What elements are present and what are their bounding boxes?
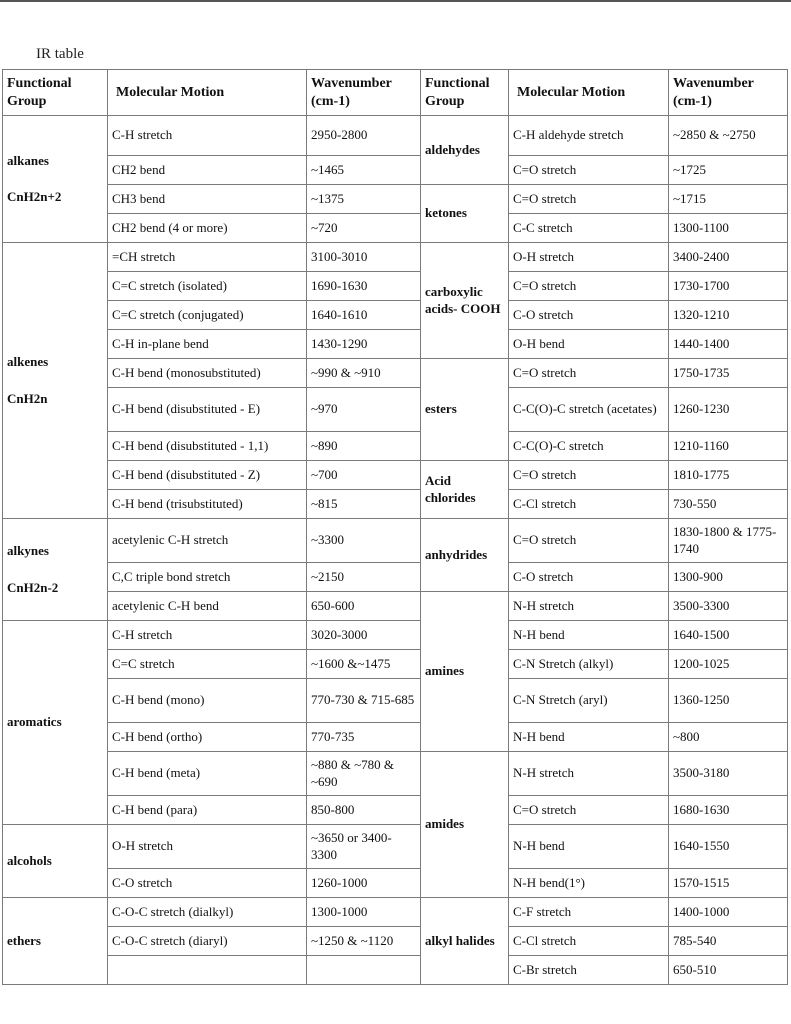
motion-cell: C-H bend (para)	[108, 796, 307, 825]
group-formula: CnH2n-2	[7, 579, 59, 595]
table-row	[3, 563, 788, 592]
wavenumber-cell: 2950-2800	[307, 116, 421, 156]
table-row	[3, 490, 788, 519]
table-row	[3, 519, 788, 563]
motion-cell: C-H stretch	[108, 116, 307, 156]
motion-cell: C-H bend (disubstituted - E)	[108, 388, 307, 432]
group-cell-blank	[421, 432, 509, 461]
motion-cell: C-Cl stretch	[509, 927, 669, 956]
header-wavenumber: Wavenumber (cm-1)	[307, 70, 421, 116]
wavenumber-cell: 1680-1630	[669, 796, 788, 825]
table-row	[3, 927, 788, 956]
wavenumber-cell: ~700	[307, 461, 421, 490]
header-molecular-motion-2: Molecular Motion	[509, 70, 669, 116]
wavenumber-cell: 770-730 & 715-685	[307, 679, 421, 723]
motion-cell: C-O stretch	[108, 869, 307, 898]
motion-cell: N-H bend(1°)	[509, 869, 669, 898]
motion-cell: acetylenic C-H stretch	[108, 519, 307, 563]
motion-cell: C-N Stretch (aryl)	[509, 679, 669, 723]
motion-cell: C,C triple bond stretch	[108, 563, 307, 592]
group-alcohols: alcohols	[3, 825, 108, 898]
table-row	[3, 679, 788, 723]
group-ethers: ethers	[3, 898, 108, 985]
group-amines: amines	[421, 592, 509, 752]
wavenumber-cell: ~1250 & ~1120	[307, 927, 421, 956]
wavenumber-cell: ~970	[307, 388, 421, 432]
motion-cell: C-F stretch	[509, 898, 669, 927]
table-row	[3, 869, 788, 898]
top-border-line	[0, 0, 791, 2]
wavenumber-cell: 1360-1250	[669, 679, 788, 723]
motion-cell: C-C(O)-C stretch	[509, 432, 669, 461]
wavenumber-cell: 3400-2400	[669, 243, 788, 272]
motion-cell: O-H stretch	[509, 243, 669, 272]
wavenumber-cell: ~815	[307, 490, 421, 519]
motion-cell: O-H bend	[509, 330, 669, 359]
motion-cell: C-N Stretch (alkyl)	[509, 650, 669, 679]
table-row	[3, 898, 788, 927]
motion-cell: C=C stretch (isolated)	[108, 272, 307, 301]
group-aromatics: aromatics	[3, 621, 108, 825]
group-name: alkenes	[7, 354, 49, 370]
group-formula: CnH2n	[7, 390, 48, 406]
motion-cell: C=O stretch	[509, 185, 669, 214]
wavenumber-cell: 1300-900	[669, 563, 788, 592]
group-formula: CnH2n+2	[7, 189, 62, 204]
motion-cell: C=O stretch	[509, 156, 669, 185]
wavenumber-cell: 1750-1735	[669, 359, 788, 388]
group-cell-blank	[421, 359, 509, 388]
motion-cell: C-H bend (disubstituted - 1,1)	[108, 432, 307, 461]
header-functional-group: Functional Group	[3, 70, 108, 116]
table-row	[3, 621, 788, 650]
wavenumber-cell: 1210-1160	[669, 432, 788, 461]
motion-cell: CH2 bend (4 or more)	[108, 214, 307, 243]
motion-cell: C-Cl stretch	[509, 490, 669, 519]
wavenumber-cell: 650-510	[669, 956, 788, 985]
page-title: IR table	[36, 46, 84, 62]
motion-cell: C=O stretch	[509, 519, 669, 563]
motion-cell: N-H bend	[509, 825, 669, 869]
motion-cell: C=C stretch	[108, 650, 307, 679]
wavenumber-cell: ~1715	[669, 185, 788, 214]
motion-cell: C-H bend (disubstituted - Z)	[108, 461, 307, 490]
wavenumber-cell: 1400-1000	[669, 898, 788, 927]
motion-cell: C-H aldehyde stretch	[509, 116, 669, 156]
motion-cell: N-H stretch	[509, 752, 669, 796]
table-row	[3, 359, 788, 388]
group-esters: esters	[421, 388, 509, 432]
group-alkenes	[3, 243, 108, 519]
wavenumber-cell: ~3650 or 3400-3300	[307, 825, 421, 869]
wavenumber-cell: 770-735	[307, 723, 421, 752]
header-row	[3, 70, 788, 116]
wavenumber-cell: ~3300	[307, 519, 421, 563]
wavenumber-cell: 650-600	[307, 592, 421, 621]
group-name: alkynes	[7, 543, 49, 559]
group-name: alkanes	[7, 152, 49, 168]
group-alkynes	[3, 519, 108, 621]
wavenumber-cell: 1830-1800 & 1775-1740	[669, 519, 788, 563]
wavenumber-cell: ~990 & ~910	[307, 359, 421, 388]
table-row	[3, 956, 788, 985]
group-acid-chlorides: Acid chlorides	[421, 461, 509, 519]
wavenumber-cell: 1300-1100	[669, 214, 788, 243]
table-row	[3, 185, 788, 214]
motion-cell: C-H bend (ortho)	[108, 723, 307, 752]
header-molecular-motion: Molecular Motion	[108, 70, 307, 116]
wavenumber-cell: 1640-1500	[669, 621, 788, 650]
table-row	[3, 116, 788, 156]
table-row	[3, 243, 788, 272]
motion-cell: C=O stretch	[509, 461, 669, 490]
motion-cell: =CH stretch	[108, 243, 307, 272]
motion-cell: C-O-C stretch (dialkyl)	[108, 898, 307, 927]
wavenumber-cell: 1570-1515	[669, 869, 788, 898]
table-row	[3, 752, 788, 796]
table-row	[3, 330, 788, 359]
wavenumber-cell: ~720	[307, 214, 421, 243]
motion-cell: C-C(O)-C stretch (acetates)	[509, 388, 669, 432]
motion-cell: C=O stretch	[509, 796, 669, 825]
group-alkyl-halides: alkyl halides	[421, 898, 509, 985]
wavenumber-cell: ~800	[669, 723, 788, 752]
wavenumber-cell: 1300-1000	[307, 898, 421, 927]
group-carboxylic-acids: carboxylic acids- COOH	[421, 243, 509, 359]
header-wavenumber-2: Wavenumber (cm-1)	[669, 70, 788, 116]
ir-table	[2, 69, 788, 985]
motion-cell: C-H in-plane bend	[108, 330, 307, 359]
wavenumber-cell: 3100-3010	[307, 243, 421, 272]
wavenumber-cell: ~880 & ~780 & ~690	[307, 752, 421, 796]
header-functional-group-2: Functional Group	[421, 70, 509, 116]
group-amides: amides	[421, 752, 509, 898]
wavenumber-cell: 1730-1700	[669, 272, 788, 301]
wavenumber-cell: 1690-1630	[307, 272, 421, 301]
wavenumber-cell: 3500-3300	[669, 592, 788, 621]
motion-cell: C-C stretch	[509, 214, 669, 243]
table-row	[3, 272, 788, 301]
table-row	[3, 461, 788, 490]
motion-cell: C-O stretch	[509, 301, 669, 330]
table-row	[3, 156, 788, 185]
wavenumber-cell: ~1725	[669, 156, 788, 185]
motion-cell: C-H stretch	[108, 621, 307, 650]
table-row	[3, 214, 788, 243]
table-row	[3, 796, 788, 825]
motion-cell-empty	[108, 956, 307, 985]
wavenumber-cell: 1640-1550	[669, 825, 788, 869]
motion-cell: C-O stretch	[509, 563, 669, 592]
wavenumber-cell: 1200-1025	[669, 650, 788, 679]
wavenumber-cell: 1810-1775	[669, 461, 788, 490]
motion-cell: C=O stretch	[509, 272, 669, 301]
table-row	[3, 592, 788, 621]
motion-cell: acetylenic C-H bend	[108, 592, 307, 621]
wavenumber-cell: 1430-1290	[307, 330, 421, 359]
wavenumber-cell: 1260-1000	[307, 869, 421, 898]
motion-cell: C-H bend (mono)	[108, 679, 307, 723]
wavenumber-cell: 1440-1400	[669, 330, 788, 359]
table-row	[3, 650, 788, 679]
motion-cell: N-H bend	[509, 723, 669, 752]
wavenumber-cell: 3020-3000	[307, 621, 421, 650]
motion-cell: C=O stretch	[509, 359, 669, 388]
group-ketones: ketones	[421, 185, 509, 243]
wavenumber-cell: 785-540	[669, 927, 788, 956]
wavenumber-cell: 730-550	[669, 490, 788, 519]
table-row	[3, 825, 788, 869]
wavenumber-cell: ~2150	[307, 563, 421, 592]
wavenumber-cell: ~1375	[307, 185, 421, 214]
table-row	[3, 432, 788, 461]
group-aldehydes: aldehydes	[421, 116, 509, 185]
group-anhydrides: anhydrides	[421, 519, 509, 592]
table-row	[3, 723, 788, 752]
motion-cell: N-H stretch	[509, 592, 669, 621]
wavenumber-cell: ~2850 & ~2750	[669, 116, 788, 156]
motion-cell: C-H bend (trisubstituted)	[108, 490, 307, 519]
motion-cell: CH2 bend	[108, 156, 307, 185]
table-row	[3, 301, 788, 330]
wavenumber-cell: 3500-3180	[669, 752, 788, 796]
motion-cell: O-H stretch	[108, 825, 307, 869]
motion-cell: CH3 bend	[108, 185, 307, 214]
motion-cell: C=C stretch (conjugated)	[108, 301, 307, 330]
motion-cell: C-Br stretch	[509, 956, 669, 985]
wavenumber-cell: ~1600 &~1475	[307, 650, 421, 679]
motion-cell: C-H bend (monosubstituted)	[108, 359, 307, 388]
group-alkanes	[3, 116, 108, 243]
motion-cell: C-O-C stretch (diaryl)	[108, 927, 307, 956]
wavenumber-cell: 1320-1210	[669, 301, 788, 330]
wavenumber-cell: 850-800	[307, 796, 421, 825]
wavenumber-cell: 1640-1610	[307, 301, 421, 330]
motion-cell: N-H bend	[509, 621, 669, 650]
table-row	[3, 388, 788, 432]
motion-cell: C-H bend (meta)	[108, 752, 307, 796]
wavenumber-cell: ~1465	[307, 156, 421, 185]
wavenumber-cell-empty	[307, 956, 421, 985]
wavenumber-cell: 1260-1230	[669, 388, 788, 432]
wavenumber-cell: ~890	[307, 432, 421, 461]
